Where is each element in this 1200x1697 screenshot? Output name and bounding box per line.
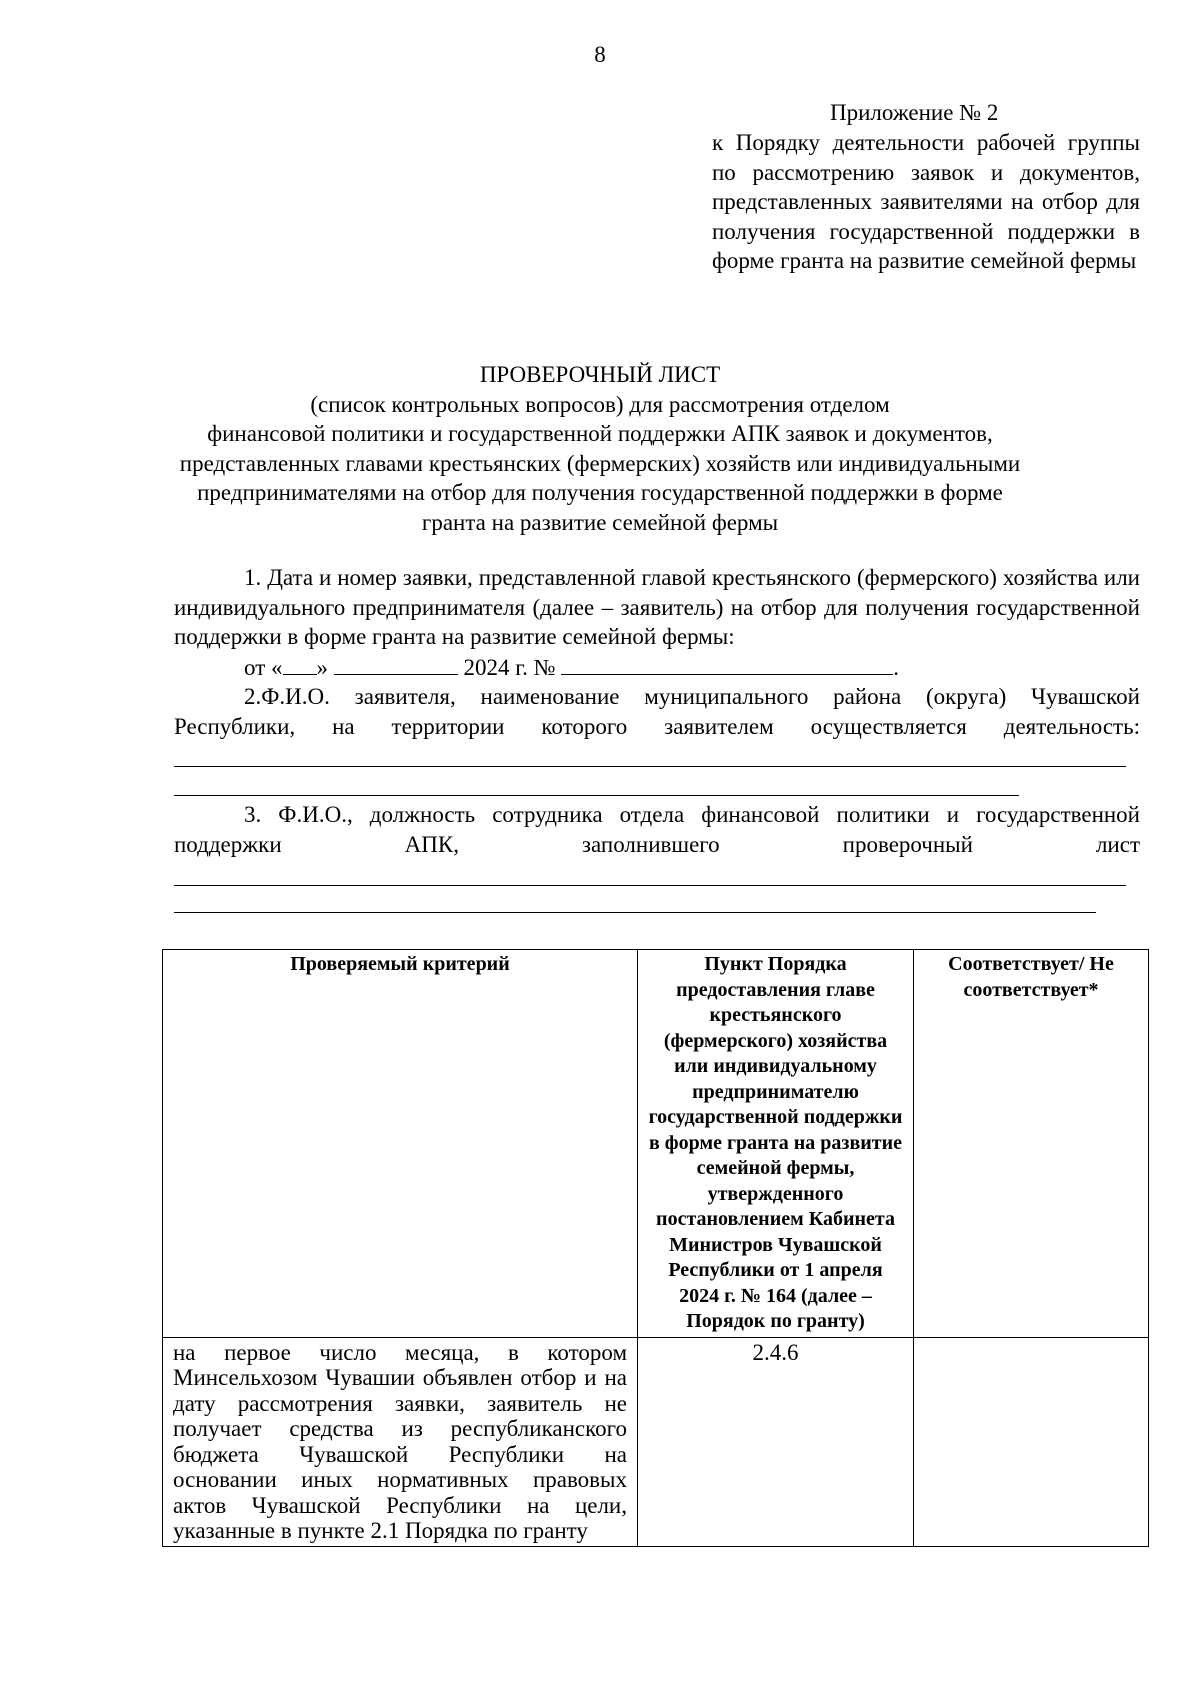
heading-title: ПРОВЕРОЧНЫЙ ЛИСТ: [479, 362, 721, 387]
year-label: 2024 г. №: [463, 655, 556, 680]
heading-line: предпринимателями на отбор для получения государственной поддержки в форме: [197, 480, 1003, 505]
heading-line: финансовой политики и государственной поддержки АПК заявок и документов,: [207, 421, 993, 446]
page-number: 8: [594, 42, 606, 67]
section-2-text: 2.Ф.И.О. заявителя, наименование муниципального района (округа) Чувашской Республики, на территории которого заявителем осуществляется деятельность:: [174, 684, 1140, 739]
line-end: .: [893, 655, 900, 680]
fill-line[interactable]: [174, 912, 1096, 913]
month-blank[interactable]: [334, 652, 458, 675]
appendix-title: Приложение № 2: [830, 100, 999, 125]
table-header-row: [163, 950, 1149, 1338]
header-criterion: Проверяемый критерий: [163, 950, 638, 1338]
criterion-cell: на первое число месяца, в котором Минсельхозом Чувашии объявлен отбор и на дату рассмотрения заявки, заявитель не получает средства из республиканского бюджета Чувашской Республики на основании иных нормативных правовых актов Чувашской Республики на цели, указанные в пункте 2.1 Порядка по гранту: [163, 1337, 638, 1546]
fill-line[interactable]: [174, 795, 1019, 796]
fill-line[interactable]: [174, 885, 1126, 886]
compliance-cell[interactable]: [914, 1337, 1149, 1546]
section-3-text: 3. Ф.И.О., должность сотрудника отдела финансовой политики и государственной поддержки АПК, заполнившего проверочный лист: [174, 802, 1140, 857]
point-cell: 2.4.6: [638, 1337, 914, 1546]
document-heading: [170, 360, 1030, 537]
heading-line: (список контрольных вопросов) для рассмотрения отделом: [310, 391, 890, 417]
header-order-point: Пункт Порядка предоставления главе крестьянского (фермерского) хозяйства или индивидуальному предпринимателю государственной поддержки в форме гранта на развитие семейной фермы, утвержденного постановлением Кабинета Министров Чувашской Республики от 1 апреля 2024 г. № 164 (далее – Порядок по гранту): [638, 950, 914, 1338]
from-prefix: от «: [244, 655, 283, 680]
section-1-text: 1. Дата и номер заявки, представленной главой крестьянского (фермерского) хозяйства или индивидуального предпринимателя (далее – заявитель) на отбор для получения государственной поддержки в форме гранта на развитие семейной фермы:: [174, 565, 1140, 649]
day-blank[interactable]: [283, 652, 317, 675]
appendix-body: к Порядку деятельности рабочей группы по рассмотрению заявок и документов, представленных заявителями на отбор для получения государственной поддержки в форме гранта на развитие семейной фермы: [712, 130, 1140, 273]
application-date-line: [244, 652, 899, 683]
criteria-table: [162, 949, 1149, 1547]
heading-line: представленных главами крестьянских (фермерских) хозяйств или индивидуальными: [179, 450, 1021, 476]
table-row: [163, 1337, 1149, 1546]
fill-line[interactable]: [174, 766, 1126, 767]
from-mid: »: [316, 655, 328, 680]
number-blank[interactable]: [561, 652, 893, 675]
heading-line: гранта на развитие семейной фермы: [421, 509, 779, 535]
header-compliance: Соответствует/ Не соответствует*: [914, 950, 1149, 1338]
